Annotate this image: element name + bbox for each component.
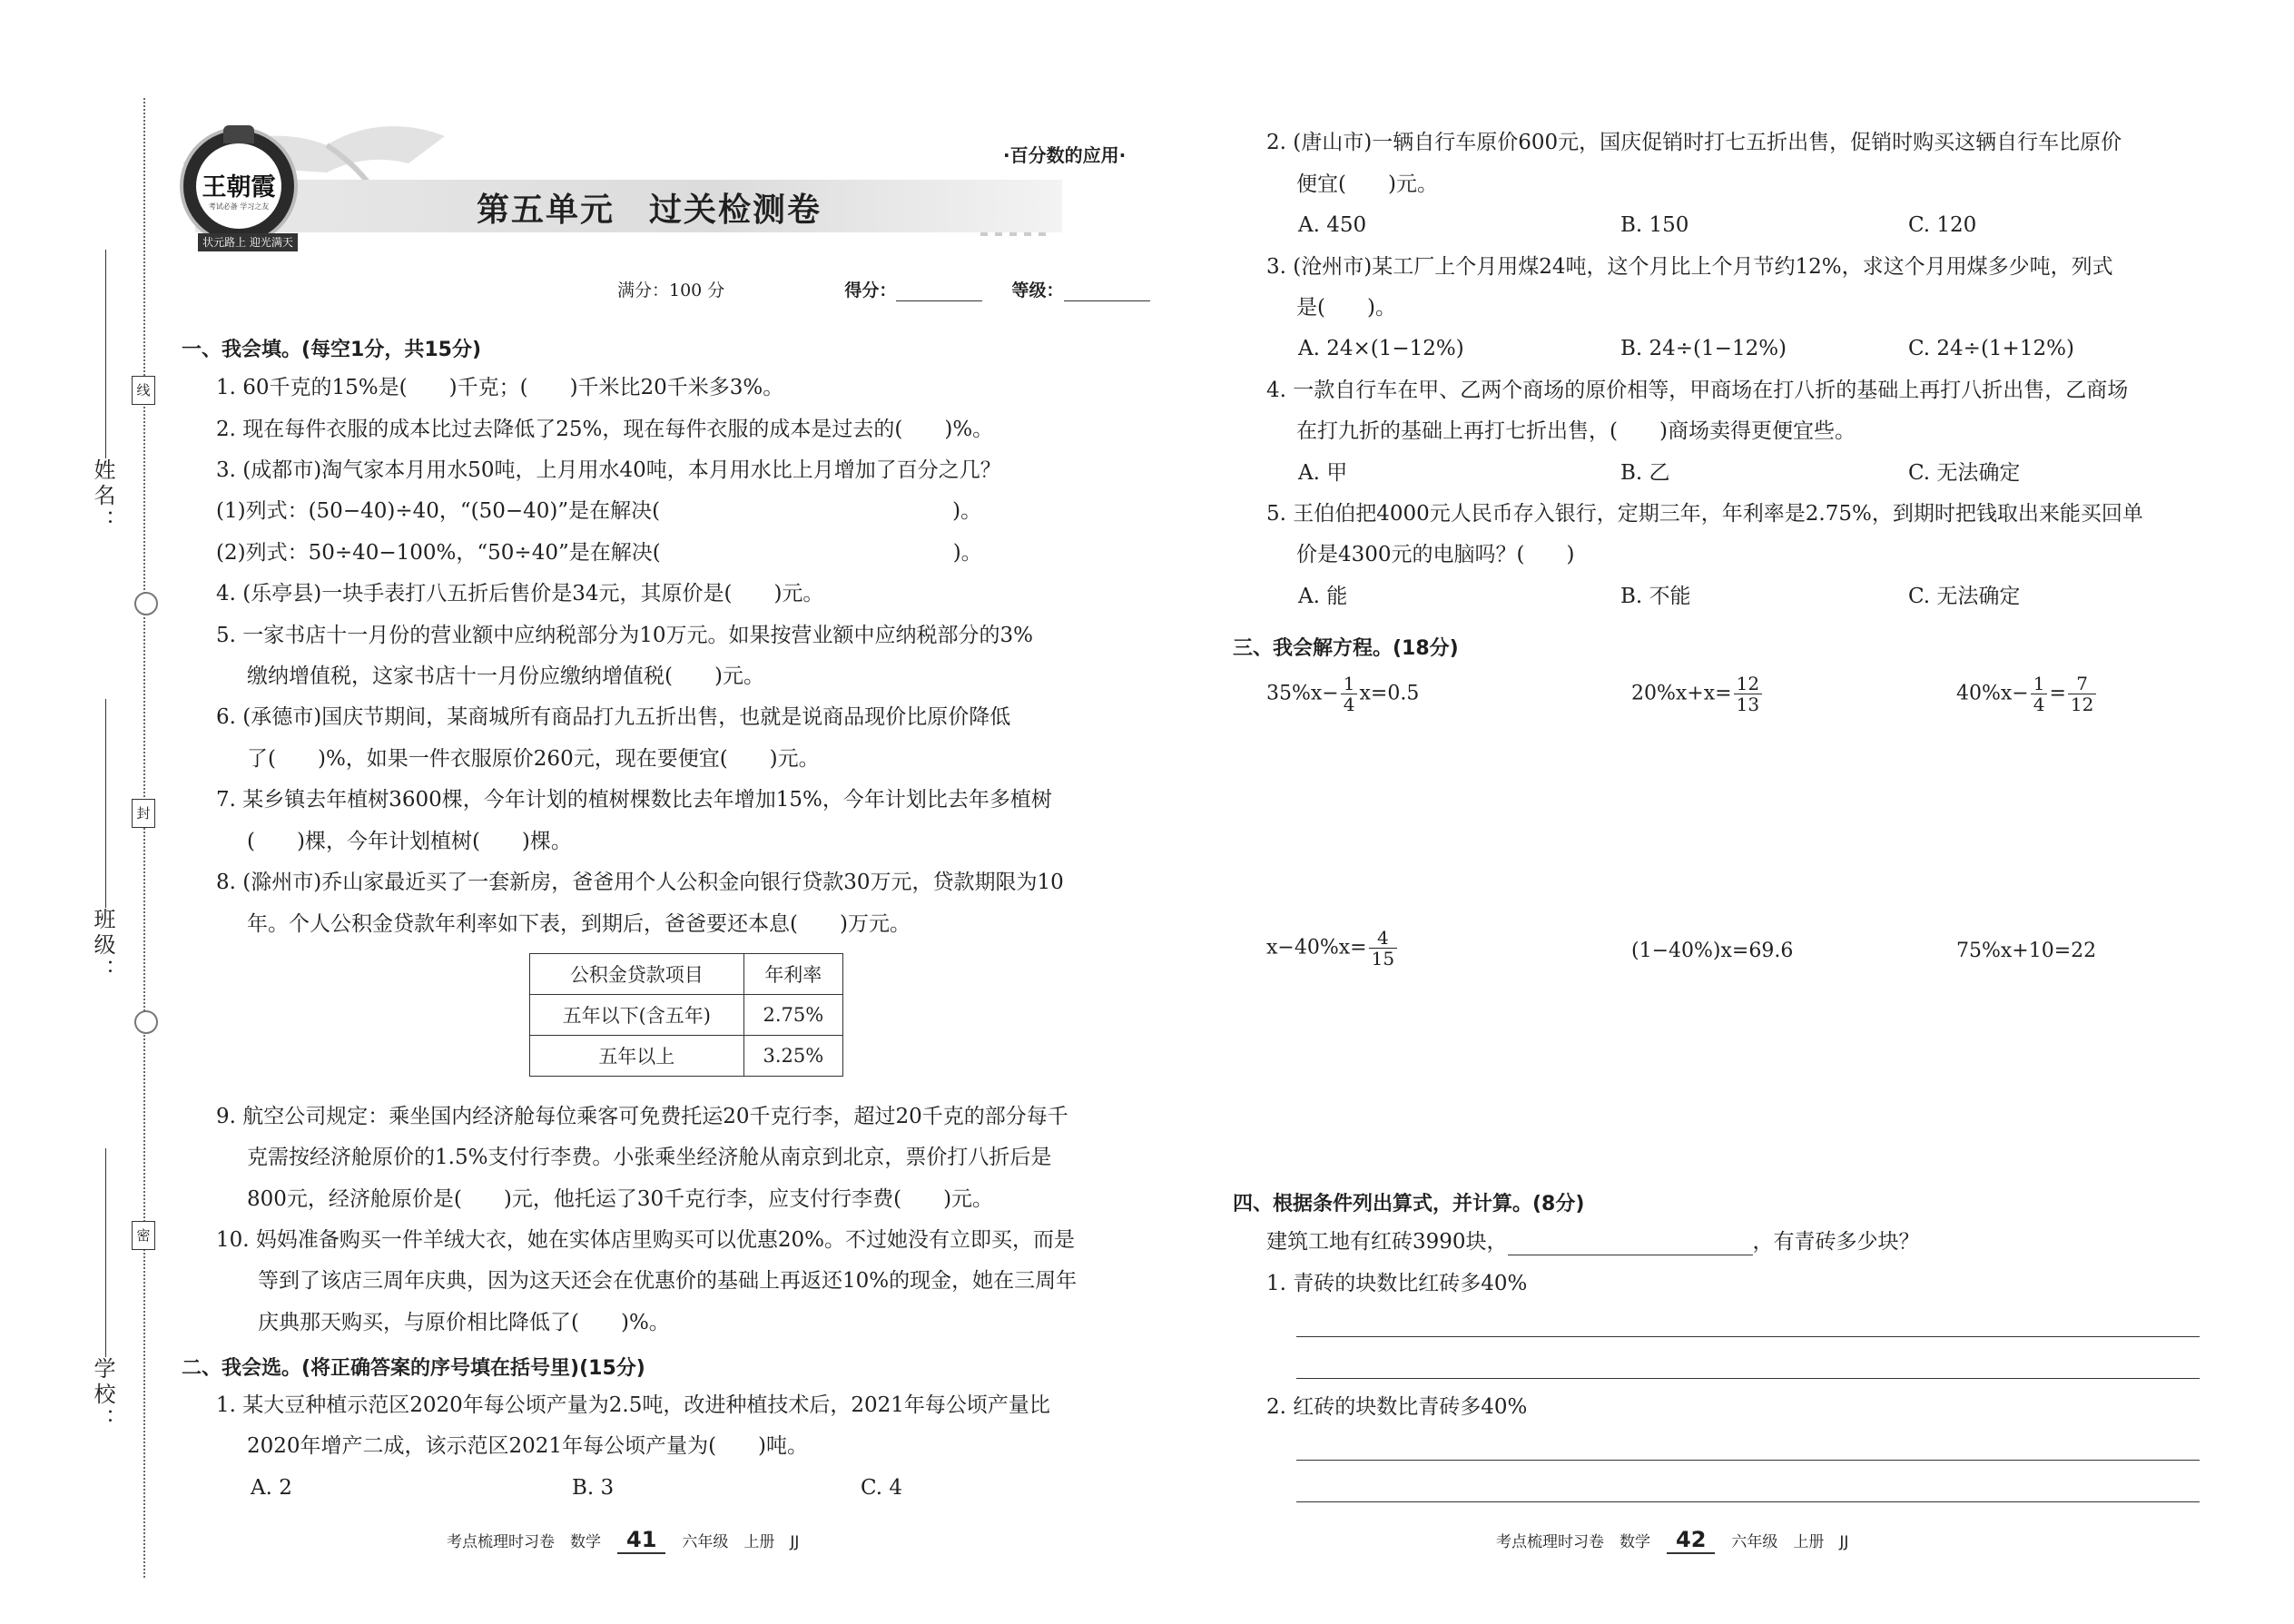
fraction [1341,674,1358,714]
equation-6: 75%x+10=22 [1956,940,2097,962]
numerator: 1 [1341,674,1358,694]
name-write-line[interactable] [105,250,106,458]
table-cell: 3.25% [743,1036,842,1077]
condition-blank[interactable] [1508,1233,1753,1255]
choice-option[interactable]: B. 24÷(1−12%) [1620,337,1787,360]
fill-q10-line3: 庆典那天购买，与原价相比降低了( )%。 [258,1311,670,1334]
fill-q3-part2: (2)列式：50÷40−100%，“50÷40”是在解决( )。 [216,541,982,565]
fill-q5-line2: 缴纳增值税，这家书店十一月份应缴纳增值税( )元。 [247,664,764,688]
numerator: 12 [1734,674,1762,694]
equation-4 [1266,928,1399,969]
choice-q5-line2: 价是4300元的电脑吗？( ) [1296,543,1575,566]
fill-q6-line2: 了( )%，如果一件衣服原价260元，现在要便宜( )元。 [247,747,820,771]
denominator: 15 [1371,948,1395,969]
page-title: 第五单元 过关检测卷 [477,192,822,229]
page-number: 42 [1667,1527,1715,1554]
fill-q8-line2: 年。个人公积金贷款年利率如下表，到期后，爸爸要还本息( )万元。 [247,912,911,936]
fill-q10-line1: 10. 妈妈准备购买一件羊绒大衣，她在实体店里购买可以优惠20%。不过她没有立即买，而是 [216,1228,1076,1252]
fill-q10-line2: 等到了该店三周年庆典，因为这天还会在优惠价的基础上再返还10%的现金，她在三周年 [258,1269,1078,1293]
fill-q5-line1: 5. 一家书店十一月份的营业额中应纳税部分为10万元。如果按营业额中应纳税部分的3% [216,624,1034,647]
score-row [617,277,1150,301]
binding-ring-icon [134,592,158,615]
logo-text: 王朝霞 [202,173,276,202]
fraction [1369,928,1397,969]
choice-option[interactable]: A. 能 [1298,585,1348,608]
fill-q9-line1: 9. 航空公司规定：乘坐国内经济舱每位乘客可免费托运20千克行李，超过20千克的部分每千 [216,1105,1068,1128]
choice-option[interactable]: B. 不能 [1620,585,1691,608]
choice-option[interactable]: C. 无法确定 [1908,461,2021,485]
eq-text: x−40%x= [1266,936,1367,960]
table-row [530,995,843,1036]
brand-logo [180,127,298,245]
choice-option[interactable]: C. 24÷(1+12%) [1908,337,2074,360]
fill-q7-line2: ( )棵，今年计划植树( )棵。 [247,830,572,853]
equation-1 [1266,674,1419,714]
footer-grade: 六年级 上册 JJ [682,1533,800,1551]
footer-right [1496,1527,1848,1554]
table-header: 公积金贷款项目 [530,954,744,995]
grade-label: 等级： [1011,281,1064,300]
full-score: 满分：100 分 [617,281,725,300]
condition-2: 2. 红砖的块数比青砖多40% [1266,1395,1528,1419]
footer-grade: 六年级 上册 JJ [1731,1533,1849,1551]
table-cell: 2.75% [743,995,842,1036]
denominator: 12 [2070,694,2094,715]
fraction [2068,674,2096,714]
choice-q5-line1: 5. 王伯伯把4000元人民币存入银行，定期三年，年利率是2.75%，到期时把钱取出来能买回单 [1266,502,2143,526]
denominator: 4 [1343,694,1355,715]
stem-text: ，有青砖多少块？ [1752,1230,1920,1254]
section-3-heading: 三、我会解方程。(18分) [1233,637,1459,660]
school-label: 学校： [90,1357,115,1433]
page-number: 41 [617,1527,665,1554]
choice-option[interactable]: B. 150 [1620,213,1689,237]
logo-ribbon: 状元路上 迎光满天 [198,233,298,251]
fill-q3-part1: (1)列式：(50−40)÷40，“(50−40)”是在解决( )。 [216,499,982,523]
class-label: 班级： [90,908,115,984]
grade-field[interactable] [1064,281,1150,301]
answer-line[interactable] [1296,1336,2200,1337]
binding-ring-icon [134,1010,158,1034]
choice-q3-line1: 3. (沧州市)某工厂上个月用煤24吨，这个月比上个月节约12%，求这个月用煤多少吨，列式 [1266,255,2113,279]
topic-label: ·百分数的应用· [1003,144,1127,166]
stem-text: 建筑工地有红砖3990块， [1266,1230,1508,1254]
choice-option[interactable]: A. 24×(1−12%) [1298,337,1464,360]
numerator: 1 [2031,674,2048,694]
fill-q7-line1: 7. 某乡镇去年植树3600棵，今年计划的植树棵数比去年增加15%，今年计划比去年多植树 [216,788,1052,812]
numerator: 7 [2068,674,2096,694]
score-label: 得分： [844,281,897,300]
choice-q2-line2: 便宜( )元。 [1296,172,1438,196]
choice-option[interactable]: C. 4 [861,1476,903,1500]
fraction [2031,674,2048,714]
fill-q1: 1. 60千克的15%是( )千克；( )千米比20千米多3%。 [216,376,784,399]
eq-text: 40%x− [1956,682,2029,705]
choice-option[interactable]: B. 3 [572,1476,615,1500]
denominator: 4 [2033,694,2045,715]
binding-dotted-line [143,98,145,1578]
choice-option[interactable]: A. 2 [251,1476,292,1500]
seal-char-secret: 密 [132,1221,155,1250]
choice-option[interactable]: A. 甲 [1298,461,1348,485]
fill-q6-line1: 6. (承德市)国庆节期间，某商城所有商品打九五折出售，也就是说商品现价比原价降低 [216,705,1011,729]
choice-q2-line1: 2. (唐山市)一辆自行车原价600元，国庆促销时打七五折出售，促销时购买这辆自行车比原价 [1266,131,2122,154]
numerator: 4 [1369,928,1397,949]
choice-option[interactable]: B. 乙 [1620,461,1670,485]
section-4-heading: 四、根据条件列出算式，并计算。(8分) [1233,1193,1585,1216]
fill-q3: 3. (成都市)淘气家本月用水50吨，上月用水40吨，本月用水比上月增加了百分之几？ [216,458,1001,482]
answer-line[interactable] [1296,1460,2200,1461]
section-4-stem [1266,1228,1920,1255]
choice-q1-line2: 2020年增产二成，该示范区2021年每公顷产量为( )吨。 [247,1434,809,1458]
fill-q8-line1: 8. (滁州市)乔山家最近买了一套新房，爸爸用个人公积金向银行贷款30万元，贷款期限为10 [216,871,1064,894]
footer-left [447,1527,799,1554]
footer-book: 考点梳理时习卷 数学 [447,1533,601,1551]
fill-q9-line2: 克需按经济舱原价的1.5%支付行李费。小张乘坐经济舱从南京到北京，票价打八折后是 [247,1146,1052,1169]
choice-q1-line1: 1. 某大豆种植示范区2020年每公顷产量为2.5吨，改进种植技术后，2021年每公顷产量比 [216,1393,1050,1417]
footer-book: 考点梳理时习卷 数学 [1496,1533,1650,1551]
section-1-heading: 一、我会填。(每空1分，共15分) [182,339,482,361]
choice-option[interactable]: C. 无法确定 [1908,585,2021,608]
fill-q9-line3: 800元，经济舱原价是( )元，他托运了30千克行李，应支付行李费( )元。 [247,1187,994,1211]
table-header: 年利率 [743,954,842,995]
score-field[interactable] [896,281,982,301]
choice-option[interactable]: C. 120 [1908,213,1977,237]
name-label: 姓名： [90,458,115,535]
condition-1: 1. 青砖的块数比红砖多40% [1266,1272,1528,1295]
choice-q3-line2: 是( )。 [1296,296,1396,320]
choice-option[interactable]: A. 450 [1298,213,1367,237]
eq-text: x=0.5 [1359,682,1420,705]
seal-char-line: 线 [132,376,155,405]
fill-q2: 2. 现在每件衣服的成本比过去降低了25%，现在每件衣服的成本是过去的( )%。 [216,418,994,441]
fraction [1734,674,1762,714]
answer-line[interactable] [1296,1378,2200,1379]
table-header-row [530,954,843,995]
loan-rate-table [529,953,843,1077]
eq-text: 20%x+x= [1631,682,1732,705]
school-write-line[interactable] [105,1148,106,1357]
table-row [530,1036,843,1077]
seal-char-seal: 封 [132,799,155,828]
crown-icon [223,125,254,143]
equation-3 [1956,674,2098,714]
equation-5: (1−40%)x=69.6 [1631,940,1794,962]
section-2-heading: 二、我会选。(将正确答案的序号填在括号里)(15分) [182,1357,645,1380]
logo-subtext: 考试必备 学习之友 [208,202,270,211]
answer-line[interactable] [1296,1501,2200,1502]
table-cell: 五年以上 [530,1036,744,1077]
denominator: 13 [1736,694,1760,715]
class-write-line[interactable] [105,699,106,908]
choice-q4-line2: 在打九折的基础上再打七折出售，( )商场卖得更便宜些。 [1296,419,1856,443]
table-cell: 五年以下(含五年) [530,995,744,1036]
eq-text: 35%x− [1266,682,1339,705]
fill-q4: 4. (乐亭县)一块手表打八五折后售价是34元，其原价是( )元。 [216,582,824,605]
choice-q4-line1: 4. 一款自行车在甲、乙两个商场的原价相等，甲商场在打八折的基础上再打八折出售，乙商场 [1266,379,2129,402]
eq-text: = [2049,682,2066,705]
equation-2 [1631,674,1764,714]
